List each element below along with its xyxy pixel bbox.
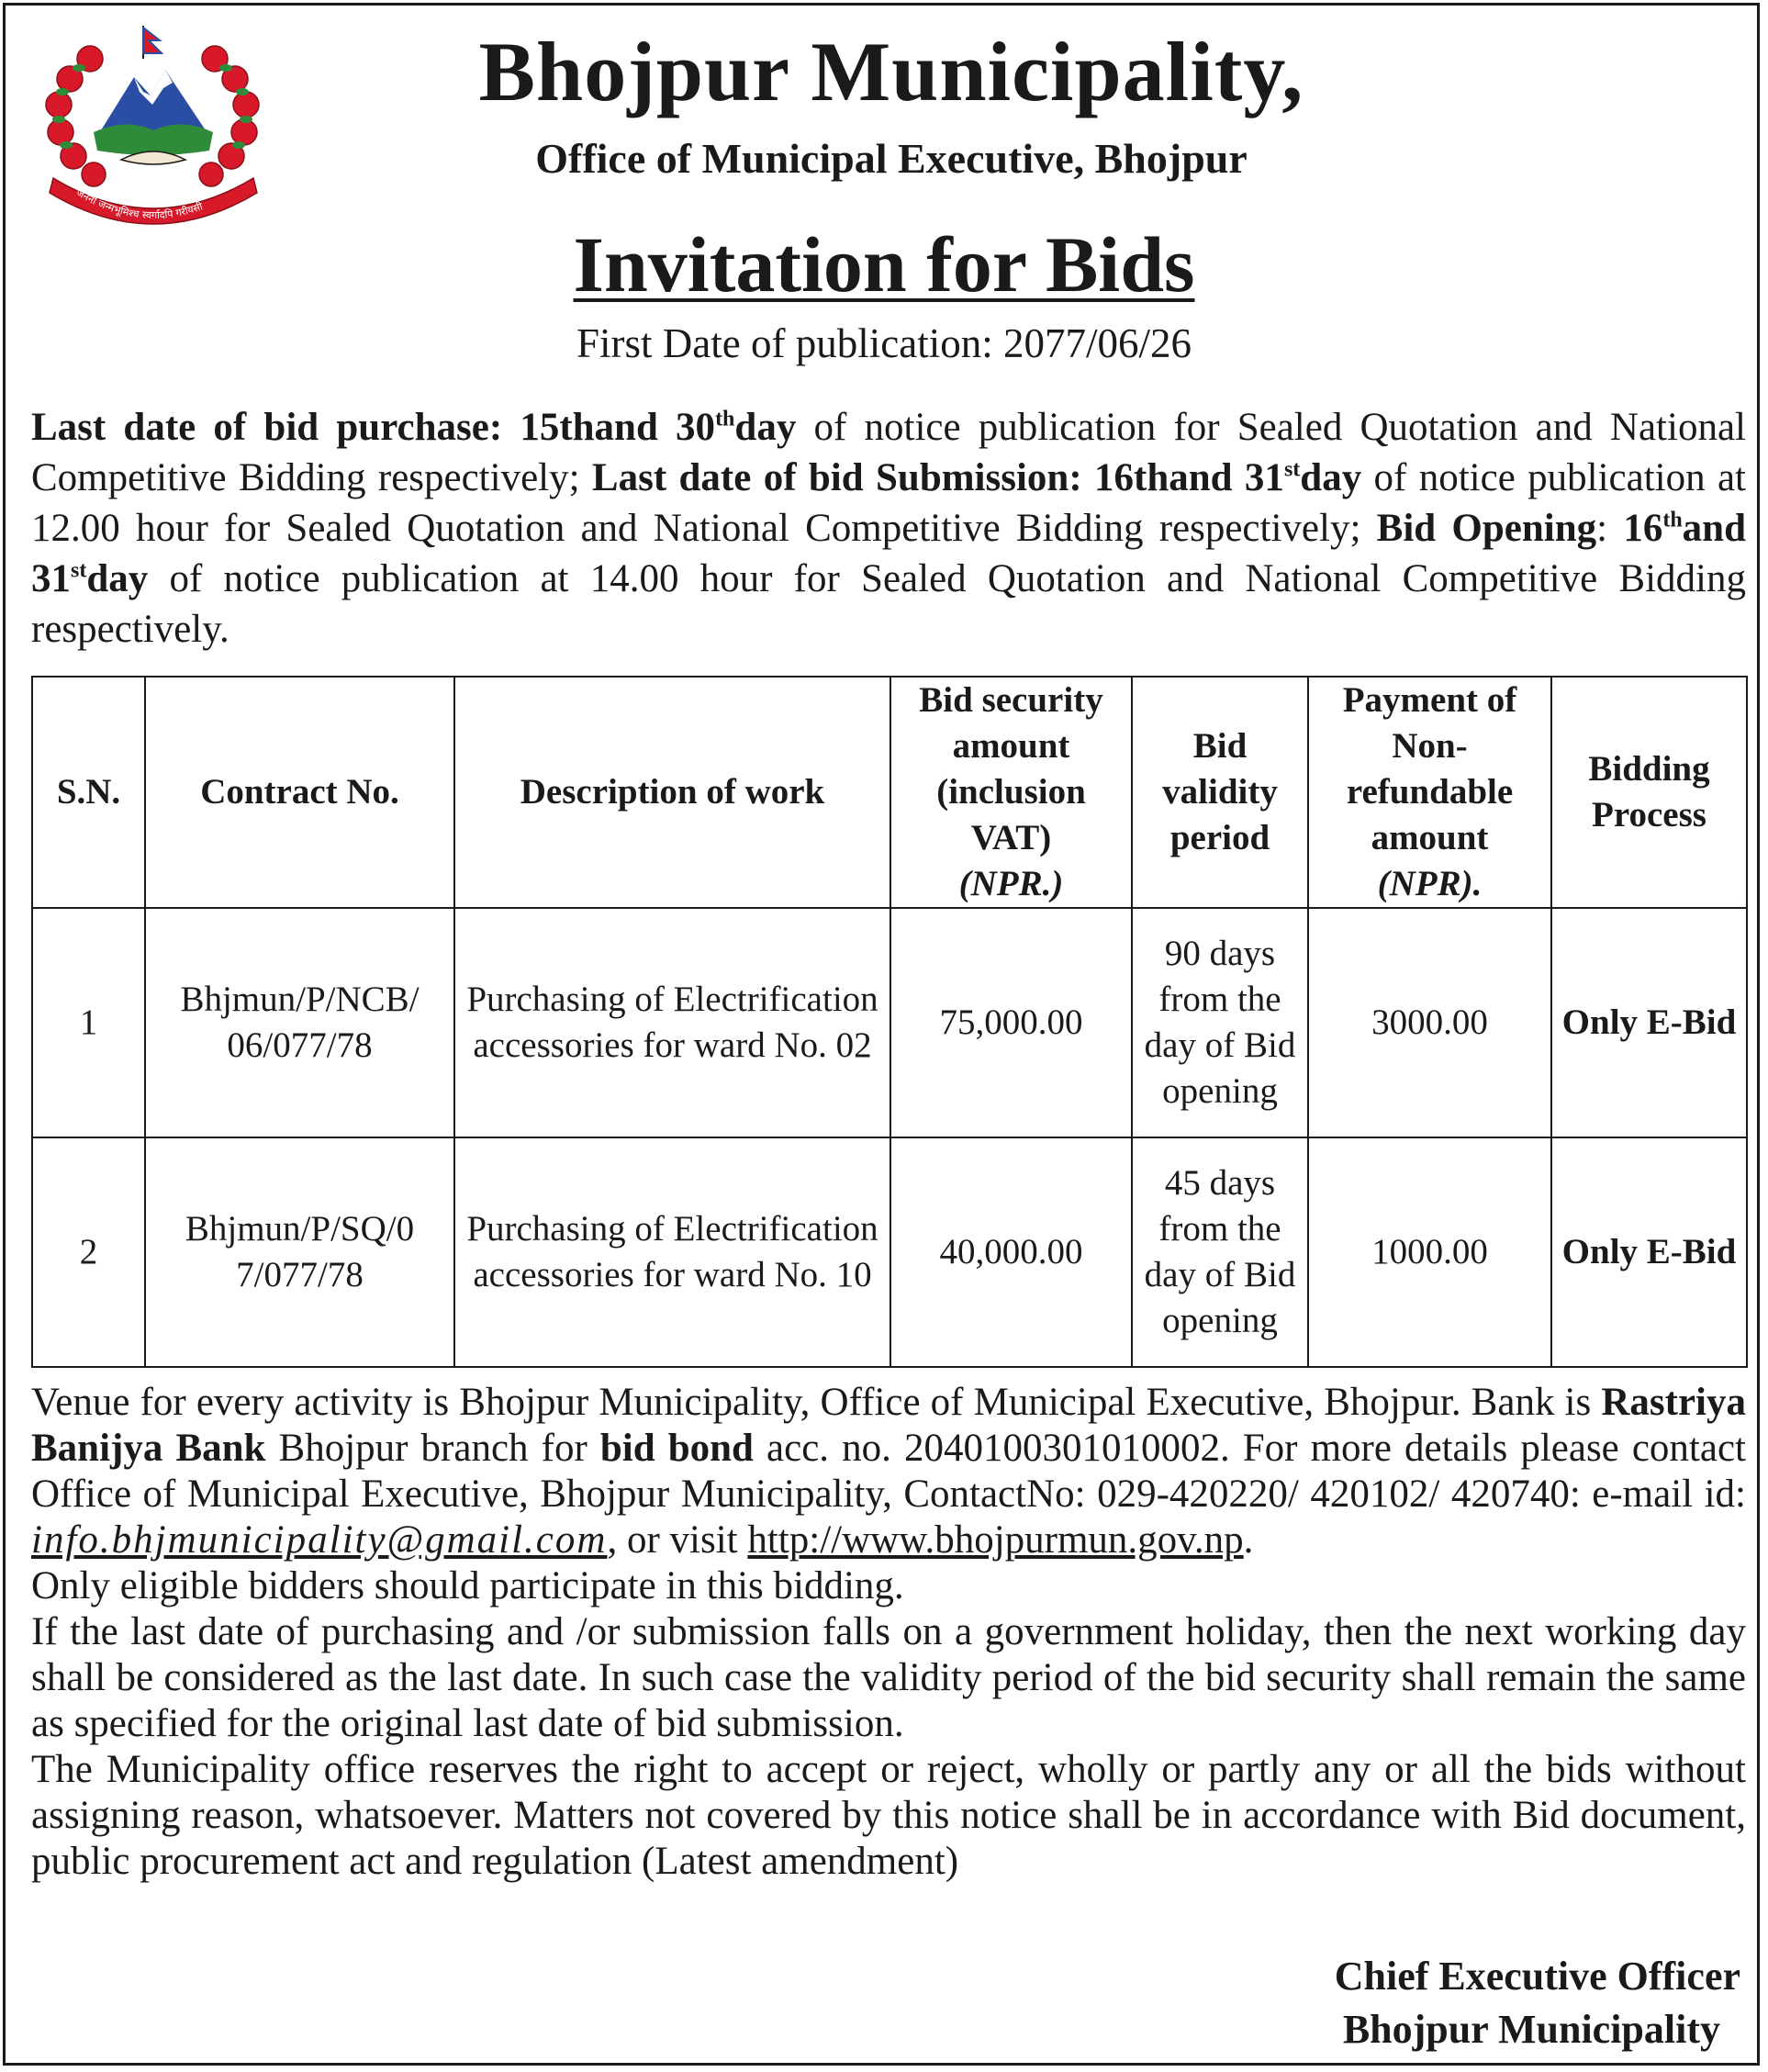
header-payment — [1308, 677, 1551, 908]
intro-paragraph — [31, 402, 1746, 655]
header-contract: Contract No. — [145, 677, 454, 908]
bid-opening-label: Bid Opening — [1376, 507, 1597, 550]
venue-text: Venue for every activity is Bhojpur Municipality, Office of Municipal Executive, Bhojpur. Bank is — [31, 1381, 1602, 1424]
table-row — [32, 908, 1747, 1137]
cell-contract: Bhjmun/P/SQ/0 7/077/78 — [145, 1137, 454, 1367]
bid-opening-text: of notice publication at 14.00 hour for Sealed Quotation and National Competitive Bidding respectively. — [31, 557, 1746, 651]
office-subtitle: Office of Municipal Executive, Bhojpur — [535, 135, 1248, 182]
bid-submission-text: of notice publication at 12.00 hour for Sealed Quotation and National Competitive Bidding respectively; — [31, 456, 1747, 550]
cell-payment: 1000.00 — [1308, 1137, 1551, 1367]
header-description: Description of work — [454, 677, 890, 908]
cell-validity: 90 days from the day of Bid opening — [1132, 908, 1308, 1137]
reserve-paragraph: The Municipality office reserves the right to accept or reject, wholly or partly any or all the bids without assigning reason, whatsoever. Matters not covered by this notice shall be in accordance with Bid document, public procurement act and regulation (Latest amendment) — [31, 1748, 1746, 1883]
bid-submission-label-text: Last date of bid Submission: 16thand 31 — [591, 456, 1284, 499]
table-row — [32, 1137, 1747, 1367]
venue-paragraph — [31, 1380, 1746, 1563]
bank-branch-text: Bhojpur branch for — [265, 1427, 600, 1470]
bid-bond-label: bid bond — [599, 1427, 754, 1470]
cell-contract: Bhjmun/P/NCB/ 06/077/78 — [145, 908, 454, 1137]
header-process: Bidding Process — [1551, 677, 1747, 908]
email-link[interactable]: info.bhjmunicipality@gmail.com — [31, 1518, 608, 1562]
bid-purchase-label — [31, 406, 796, 449]
bid-purchase-sup: th — [715, 407, 735, 431]
notice-page — [3, 3, 1760, 2066]
bid-opening-sup1: th — [1662, 508, 1683, 532]
bid-purchase-day: day — [734, 406, 797, 449]
svg-text:जननी जन्मभूमिश्च स्वर्गादपि गर — [74, 186, 205, 221]
bid-submission-sup: st — [1283, 457, 1301, 482]
bid-opening-day1: 16 — [1623, 507, 1663, 550]
bid-submission-label — [592, 456, 1361, 499]
bid-opening-sup2: st — [71, 558, 87, 583]
cell-security: 40,000.00 — [890, 1137, 1132, 1367]
header-security-unit: (NPR.) — [958, 864, 1064, 903]
cell-sn: 1 — [32, 908, 145, 1137]
cell-payment: 3000.00 — [1308, 908, 1551, 1137]
cell-validity: 45 days from the day of Bid opening — [1132, 1137, 1308, 1367]
cell-process: Only E-Bid — [1551, 908, 1747, 1137]
website-link[interactable]: http://www.bhojpurmun.gov.np — [747, 1518, 1244, 1562]
signature-title: Chief Executive Officer — [1334, 1954, 1740, 1999]
bid-purchase-text: of notice publication for Sealed Quotation and National Competitive Bidding respectively; — [31, 406, 1746, 499]
notice-heading — [6, 218, 1762, 310]
cell-description: Purchasing of Electrification accessories for ward No. 10 — [454, 1137, 890, 1367]
header-payment-label: Payment of Non-refundable amount — [1342, 680, 1517, 857]
municipality-title: Bhojpur Municipality, — [478, 25, 1304, 118]
cell-sn: 2 — [32, 1137, 145, 1367]
bid-purchase-label-text: Last date of bid purchase: 15thand 30 — [31, 406, 716, 449]
holiday-paragraph: If the last date of purchasing and /or submission falls on a government holiday, then the next working day shall be considered as the last date. In such case the validity period of the bid security shall remain the same as specified for the original last date of bid submission. — [31, 1610, 1746, 1745]
period-text: . — [1243, 1518, 1254, 1562]
emblem-motto: जननी जन्मभूमिश्च स्वर्गादपि गरीयसी — [73, 186, 205, 222]
nepal-emblem-icon — [26, 22, 281, 241]
bid-opening-colon: : — [1596, 507, 1624, 550]
cell-security: 75,000.00 — [890, 908, 1132, 1137]
signature-org: Bhojpur Municipality — [1342, 2007, 1720, 2052]
cell-process: Only E-Bid — [1551, 1137, 1747, 1367]
notice-title: Invitation for Bids — [573, 220, 1195, 308]
header-payment-unit: (NPR). — [1377, 864, 1483, 903]
table-header-row — [32, 677, 1747, 908]
bid-opening-day2: and 31 — [31, 507, 1747, 600]
header-security — [890, 677, 1132, 908]
or-visit-text: , or visit — [607, 1518, 748, 1562]
contact-text: acc. no. 2040100301010002. For more details please contact Office of Municipal Executive, Bhojpur Municipality, ContactNo: 029-420220/ 420102/ 420740: e-mail id: — [31, 1427, 1746, 1516]
publication-date: First Date of publication: 2077/06/26 — [576, 320, 1192, 366]
header-sn: S.N. — [32, 677, 145, 908]
cell-description: Purchasing of Electrification accessories for ward No. 02 — [454, 908, 890, 1137]
header-validity: Bid validity period — [1132, 677, 1308, 908]
bank-name: Rastriya Banijya Bank — [31, 1381, 1746, 1470]
eligible-paragraph: Only eligible bidders should participate in this bidding. — [31, 1564, 904, 1607]
signature-block — [1335, 1950, 1740, 2056]
footer-text — [31, 1380, 1746, 1885]
bids-table — [31, 676, 1748, 1368]
bid-submission-day: day — [1300, 456, 1362, 499]
bid-opening-day-word: day — [86, 557, 149, 600]
header-security-label: Bid security amount (inclusion VAT) — [919, 680, 1103, 857]
